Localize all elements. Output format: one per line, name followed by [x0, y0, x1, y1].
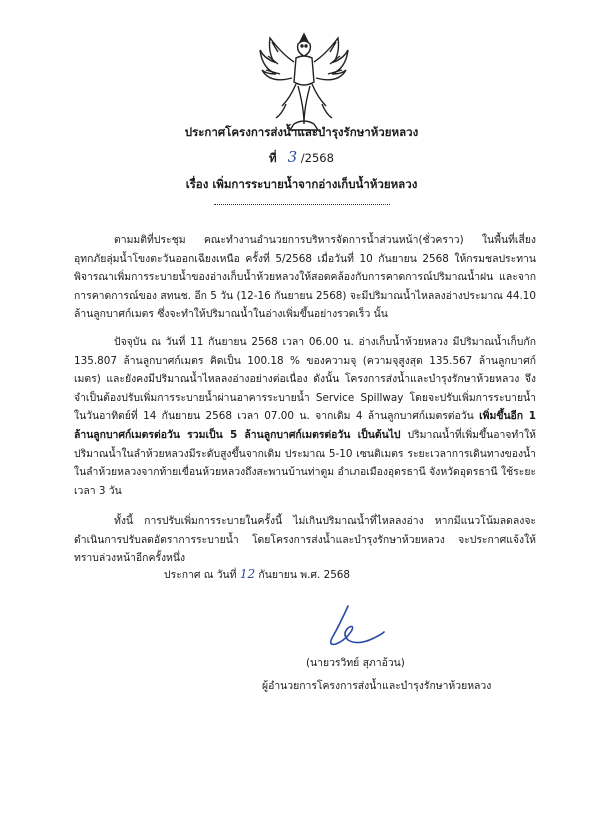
- paragraph-3-text: ทั้งนี้ การปรับเพิ่มการระบายในครั้งนี้ ไม่เกินปริมาณน้ำที่ไหลลงอ่าง หากมีแนวโน้มลดลงจะดำเนินการปรับลดอัตราการระบายน้ำ โดยโครงการส่งน้ำและบำรุงรักษาห้วยหลวง จะประกาศแจ้งให้ทราบล่วงหน้าอีกครั้งหนึ่ง: [74, 515, 536, 565]
- paragraph-2-text-a: ปัจจุบัน ณ วันที่ 11 กันยายน 2568 เวลา 06.00 น. อ่างเก็บน้ำห้วยหลวง มีปริมาณน้ำเก็บกัก 135.807 ล้านลูกบาศก์เมตร คิดเป็น 100.18 % ของความจุ (ความจุสูงสุด 135.567 ล้านลูกบาศก์เมตร) และยังคงมีปริมาณน้ำไหลลงอ่างอย่างต่อเนื่อง ดังนั้น โครงการส่งน้ำและบำรุงรักษาห้วยหลวง จึงจำเป็นต้องปรับเพิ่มการระบายน้ำผ่านอาคารระบายน้ำ Service Spillway โดยจะปรับเพิ่มการระบายน้ำ ในวันอาทิตย์ที่ 14 กันยายน 2568 เวลา 07.00 น. จากเดิม 4 ล้านลูกบาศก์เมตรต่อวัน: [74, 336, 536, 423]
- subject-heading: เรื่อง เพิ่มการระบายน้ำจากอ่างเก็บน้ำห้วยหลวง: [185, 177, 418, 191]
- signatory-name: (นายวรวิทย์ สุภาอ้วน): [306, 657, 405, 669]
- number-handwritten: 3: [287, 148, 298, 166]
- separator-dots: [214, 204, 390, 205]
- org-heading: ประกาศโครงการส่งน้ำและบำรุงรักษาห้วยหลวง: [184, 125, 419, 139]
- signatory-title: ผู้อำนวยการโครงการส่งน้ำและบำรุงรักษาห้วยหลวง: [262, 680, 492, 692]
- paragraph-1-text: ตามมติที่ประชุม คณะทำงานอำนวยการบริหารจัดการน้ำส่วนหน้า(ชั่วคราว) ในพื้นที่เสี่ยงอุทกภัยลุ่มน้ำโขงตะวันออกเฉียงเหนือ ครั้งที่ 5/2568 เมื่อวันที่ 10 กันยายน 2568 ให้กรมชลประทานพิจารณาเพิ่มการระบายน้ำของอ่างเก็บน้ำห้วยหลวงให้สอดคล้องกับการคาดการณ์ปริมาณน้ำฝน และจากการคาดการณ์ของ สทนช. อีก 5 วัน (12-16 กันยายน 2568) จะมีปริมาณน้ำไหลลงอ่างประมาณ 44.10 ล้านลูกบาศก์เมตร ซึ่งจะทำให้ปริมาณน้ำในอ่างเพิ่มขึ้นอย่างรวดเร็ว นั้น: [74, 234, 536, 321]
- announcement-number: [0, 148, 603, 168]
- paragraph-2: [74, 333, 536, 500]
- signature-icon: [318, 604, 388, 648]
- paragraph-3: [74, 512, 536, 568]
- paragraph-2-text-b: ปริมาณน้ำที่เพิ่มขึ้นอาจทำให้ปริมาณน้ำในลำห้วยหลวงมีระดับสูงขึ้นจากเดิม ประมาณ 5-10 เซนติเมตร ระยะเวลาการเดินทางของน้ำในลำห้วยหลวงจากท้ายเขื่อนห้วยหลวงถึงสะพานบ้านท่าตูม อำเภอเมืองอุดรธานี จังหวัดอุดรธานี ใช้ระยะเวลา 3 วัน: [74, 428, 536, 497]
- paragraph-2-bold: เพิ่มขึ้นอีก 1 ล้านลูกบาศก์เมตรต่อวัน รวมเป็น 5 ล้านลูกบาศก์เมตรต่อวัน เป็นต้นไป: [74, 410, 536, 441]
- announce-date: [164, 566, 350, 583]
- number-prefix: ที่: [269, 151, 277, 165]
- number-suffix: /2568: [300, 151, 334, 165]
- garuda-emblem-icon: [256, 28, 352, 132]
- paragraph-1: [74, 231, 536, 324]
- announce-day-handwritten: 12: [239, 567, 256, 581]
- announce-suffix: กันยายน พ.ศ. 2568: [258, 569, 351, 581]
- announce-prefix: ประกาศ ณ วันที่: [164, 569, 237, 581]
